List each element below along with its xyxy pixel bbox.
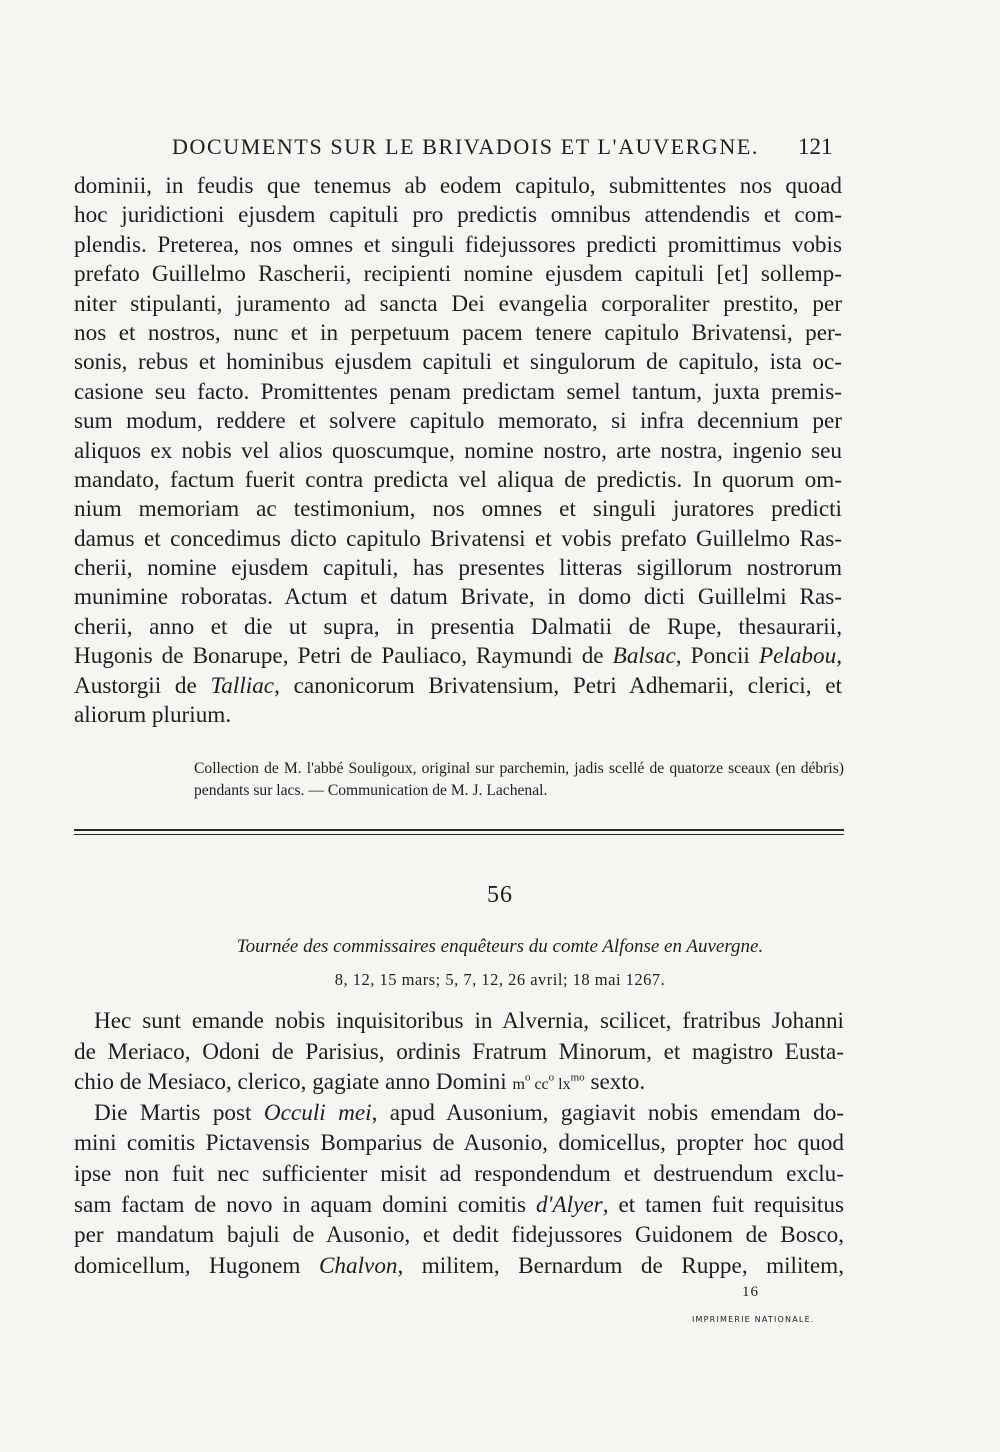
- text-line: aliquos ex nobis vel alios quoscumque, nomine nostro, arte nostra, ingenio seu: [74, 437, 842, 464]
- source-line: pendants sur lacs. — Communication de M. J. Lachenal.: [194, 782, 548, 799]
- text-line: nium memoriam ac testimonium, nos omnes et singuli juratores predicti: [74, 496, 842, 523]
- text-line: de Meriaco, Odoni de Parisius, ordinis Fratrum Minorum, et magistro Eusta-: [74, 1038, 844, 1065]
- text-run: , canonicorum Brivatensium, Petri Adhemarii, clerici, et: [274, 672, 842, 699]
- text-line: niter stipulanti, juramento ad sancta Dei evangelia corporaliter prestito, per: [74, 290, 842, 317]
- document-title: Tournée des commissaires enquêteurs du comte Alfonse en Auvergne.: [236, 936, 764, 957]
- source-line: Collection de M. l'abbé Souligoux, original sur parchemin, jadis scellé de quatorze sceaux (en débris): [194, 760, 844, 777]
- text-line: ipse non fuit nec sufficienter misit ad respondendum et destruendum exclu-: [74, 1160, 844, 1187]
- source-note: [194, 758, 844, 802]
- italic-phrase: Occuli mei: [263, 1099, 372, 1126]
- document-text: [74, 1006, 844, 1281]
- continuation-paragraph: [74, 172, 842, 730]
- text-line: Hec sunt emande nobis inquisitoribus in Alvernia, scilicet, fratribus Johanni: [94, 1008, 844, 1034]
- italic-name: d'Alyer: [535, 1191, 603, 1218]
- text-line: casione seu facto. Promittentes penam predictam semel tantum, juxta premis-: [74, 378, 842, 405]
- text-line: mini comitis Pictavensis Bomparius de Ausonio, domicellus, propter hoc quod: [74, 1130, 844, 1157]
- text-line: hoc juridictioni ejusdem capituli pro predictis omnibus attendendis et com-: [74, 202, 842, 229]
- text-line: nos et nostros, nunc et in perpetuum pacem tenere capitulo Brivatensi, per-: [74, 319, 842, 346]
- text-run: , et tamen fuit requisitus: [602, 1191, 844, 1218]
- text-line: cherii, nomine ejusdem capituli, has presentes litteras sigillorum nostrorum: [74, 555, 842, 582]
- page-number: 121: [798, 134, 833, 159]
- section-divider-thin: [74, 834, 844, 835]
- text-run: domicellum, Hugonem: [74, 1252, 319, 1279]
- text-line: damus et concedimus dicto capitulo Brivatensi et vobis prefato Guillelmo Ras-: [74, 525, 842, 552]
- italic-name: Chalvon: [318, 1252, 398, 1279]
- text-run: sexto.: [584, 1069, 646, 1096]
- text-run: , Poncii: [675, 643, 759, 670]
- text-line: sonis, rebus et hominibus ejusdem capituli et singulorum de capitulo, ista oc-: [74, 349, 842, 376]
- superscript: o: [524, 1071, 531, 1084]
- text-line: aliorum plurium.: [74, 702, 232, 729]
- italic-name: Pelabou,: [758, 643, 843, 670]
- page-header: [0, 134, 1000, 164]
- small-caps-numeral: m: [512, 1076, 525, 1094]
- running-title: DOCUMENTS SUR LE BRIVADOIS ET L'AUVERGNE.: [172, 134, 759, 159]
- text-line: [74, 1067, 844, 1098]
- signature-mark: 16: [742, 1284, 759, 1300]
- text-line: mandato, factum fuerit contra predicta vel aliqua de predictis. In quorum om-: [74, 466, 842, 493]
- printer-imprint: IMPRIMERIE NATIONALE.: [692, 1315, 815, 1324]
- text-line: sum modum, reddere et solvere capitulo memorato, si infra decennium per: [74, 408, 842, 435]
- small-caps-numeral: cc: [530, 1076, 549, 1094]
- text-line: cherii, anno et die ut supra, in presentia Dalmatii de Rupe, thesaurarii,: [74, 613, 842, 640]
- document-dates: 8, 12, 15 mars; 5, 7, 12, 26 avril; 18 mai 1267.: [334, 970, 666, 989]
- text-line: prefato Guillelmo Rascherii, recipienti nomine ejusdem capituli [et] sollemp-: [74, 261, 842, 288]
- text-run: , militem, Bernardum de Ruppe, militem,: [397, 1252, 845, 1279]
- text-run: Hugonis de Bonarupe, Petri de Pauliaco, Raymundi de: [74, 643, 613, 670]
- text-line: [74, 642, 842, 671]
- text-line: munimine roboratas. Actum et datum Brivate, in domo dicti Guillelmi Ras-: [74, 584, 842, 611]
- text-line: [74, 1190, 844, 1221]
- text-line: [74, 1251, 844, 1282]
- superscript: mo: [570, 1071, 585, 1084]
- text-line: plendis. Preterea, nos omnes et singuli fidejussores predicti promittimus vobis: [74, 231, 842, 258]
- text-line: [74, 1098, 844, 1129]
- text-run: Austorgii de: [74, 672, 211, 699]
- small-caps-numeral: lx: [554, 1076, 571, 1094]
- text-run: Die Martis post: [94, 1099, 264, 1126]
- text-line: [74, 672, 842, 701]
- text-line: dominii, in feudis que tenemus ab eodem capitulo, submittentes nos quoad: [74, 173, 842, 199]
- text-run: sam factam de novo in aquam domini comitis: [74, 1191, 536, 1218]
- superscript: o: [548, 1071, 555, 1084]
- italic-name: Balsac: [612, 643, 676, 670]
- text-run: , apud Ausonium, gagiavit nobis emendam do-: [371, 1099, 845, 1126]
- section-divider: [74, 829, 844, 831]
- text-line: per mandatum bajuli de Ausonio, et dedit fidejussores Guidonem de Bosco,: [74, 1222, 844, 1249]
- text-run: chio de Mesiaco, clerico, gagiate anno Domini: [74, 1069, 513, 1096]
- document-number: 56: [487, 882, 513, 908]
- italic-name: Talliac: [210, 672, 275, 699]
